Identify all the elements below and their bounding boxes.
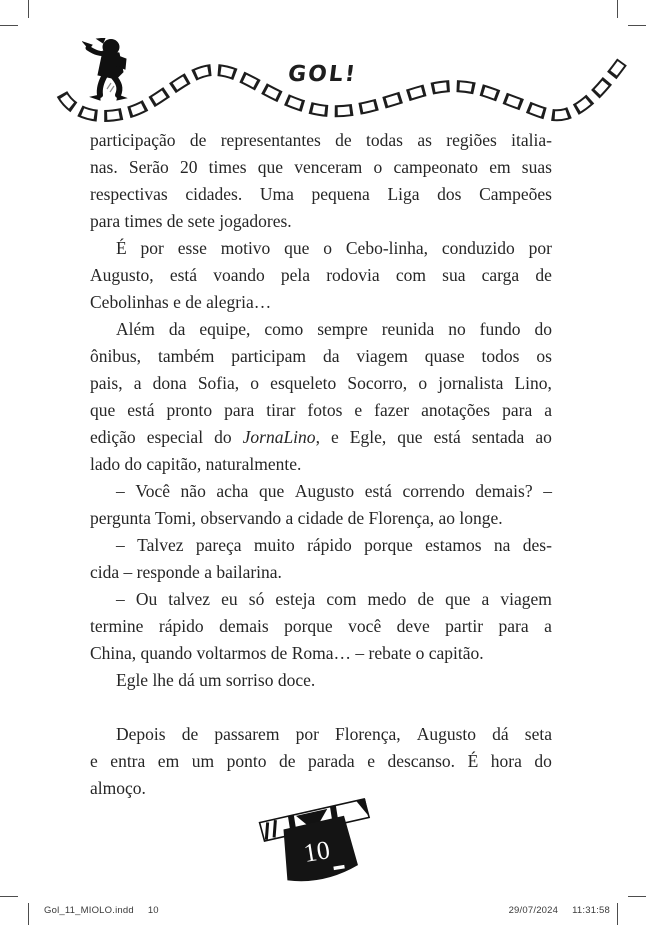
paragraph: [90, 667, 552, 694]
crop-mark-bottom-left-h: [0, 896, 18, 897]
text-line: participação de representantes de todas as regiões italia-: [90, 130, 552, 150]
text-line: – Você não acha que Augusto está correndo demais? –: [116, 481, 552, 501]
running-head-title: GOL!: [286, 62, 359, 87]
body-text: [90, 127, 552, 802]
crop-mark-bottom-right-h: [628, 896, 646, 897]
paragraph: [90, 316, 552, 478]
soccer-jersey-page-number-icon: [258, 792, 376, 890]
text-line: nas. Serão 20 times que venceram o campeonato em suas: [90, 157, 552, 177]
paragraph: [90, 721, 552, 802]
text-line: respectivas cidades. Uma pequena Liga dos Campeões: [90, 184, 552, 204]
running-player-silhouette-icon: [82, 38, 138, 102]
text-line: Egle lhe dá um sorriso doce.: [116, 670, 316, 690]
text-line: que está pronto para tirar fotos e fazer anotações para a: [90, 400, 552, 420]
paragraph: [90, 127, 552, 235]
text-line: Cebolinhas e de alegria…: [90, 292, 272, 312]
text-line: pergunta Tomi, observando a cidade de Florença, ao longe.: [90, 508, 503, 528]
text-line: China, quando voltarmos de Roma… – rebate o capitão.: [90, 643, 484, 663]
text-line: e entra em um ponto de parada e descanso. É hora do: [90, 751, 552, 771]
text-line: lado do capitão, naturalmente.: [90, 454, 302, 474]
crop-mark-bottom-right-v: [617, 903, 618, 925]
slug-filename: Gol_11_MIOLO.indd: [44, 905, 134, 916]
text-line: almoço.: [90, 778, 146, 798]
slug-filename-block: [44, 905, 159, 916]
text-line: para times de sete jogadores.: [90, 211, 292, 231]
paragraph: [90, 235, 552, 316]
text-line: – Talvez pareça muito rápido porque estamos na des-: [116, 535, 552, 555]
slug-date: 29/07/2024: [508, 905, 559, 916]
text-line: – Ou talvez eu só esteja com medo de que a viagem: [116, 589, 552, 609]
text-line: cida – responde a bailarina.: [90, 562, 282, 582]
text-line: Além da equipe, como sempre reunida no fundo do: [116, 319, 552, 339]
slug-page-ref: 10: [147, 905, 159, 916]
paragraph: [90, 478, 552, 532]
text-line: Depois de passarem por Florença, Augusto dá seta: [116, 724, 552, 744]
text-line: termine rápido demais porque você deve partir para a: [90, 616, 552, 636]
crop-mark-bottom-left-v: [28, 903, 29, 925]
paragraph: [90, 586, 552, 667]
slug-timestamp-block: [509, 905, 610, 916]
slug-time: 11:31:58: [572, 905, 610, 916]
text-line: edição especial do JornaLino, e Egle, que está sentada ao: [90, 427, 552, 447]
paragraph: [90, 532, 552, 586]
text-line: Augusto, está voando pela rodovia com sua carga de: [90, 265, 552, 285]
page-number: 10: [301, 835, 332, 868]
text-line: pais, a dona Sofia, o esqueleto Socorro, o jornalista Lino,: [90, 373, 552, 393]
text-line: É por esse motivo que o Cebo-linha, conduzido por: [116, 238, 552, 258]
text-line: ônibus, também participam da viagem quase todos os: [90, 346, 552, 366]
